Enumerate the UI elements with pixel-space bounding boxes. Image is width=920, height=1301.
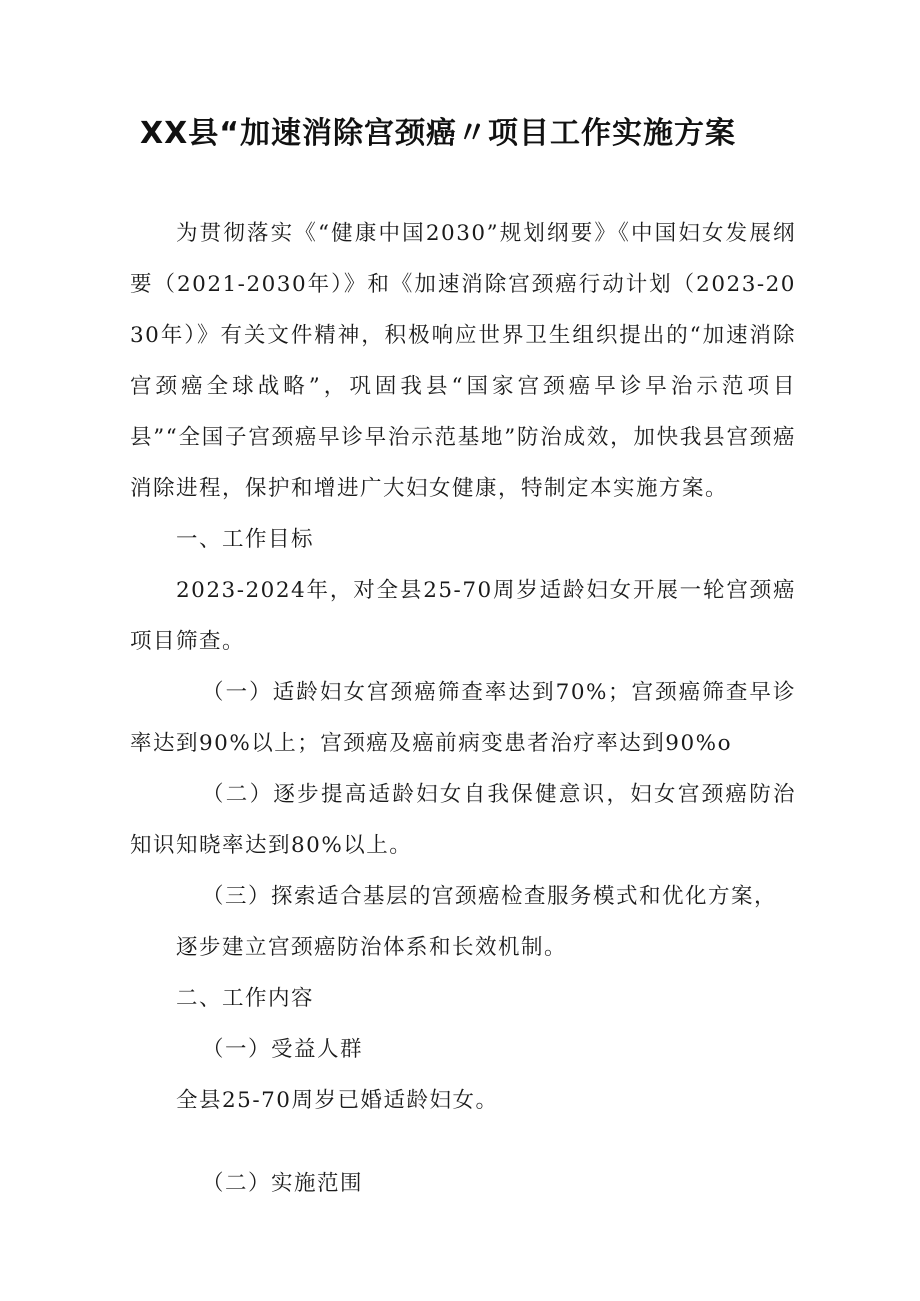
document-title: XX县“加速消除宫颈癌〃项目工作实施方案 xyxy=(140,116,736,151)
goal-3-line-1: （三）探索适合基层的宫颈癌检查服务模式和优化方案， xyxy=(202,884,778,909)
intro-paragraph: 为贯彻落实《“健康中国2030”规划纲要》《中国妇女发展纲要（2021-2030年）》和《加速消除宫颈癌行动计划（2023-2030年）》有关文件精神，积极响应世界卫生组织提出的“加速消除宫颈癌全球战略”，巩固我县“国家宫颈癌早诊早治示范项目县”“全国子宫颈癌早诊早治示范基地”防治成效，加快我县宫颈癌消除进程，保护和增进广大妇女健康，特制定本实施方案。 xyxy=(130,221,796,501)
subsection2-heading: （二）实施范围 xyxy=(202,1171,364,1196)
section1-heading: 一、工作目标 xyxy=(176,527,315,552)
subsection1-heading: （一）受益人群 xyxy=(202,1037,364,1062)
subsection1-paragraph: 全县25-70周岁已婚适龄妇女。 xyxy=(176,1088,499,1113)
document-body xyxy=(130,208,796,1209)
section1-paragraph: 2023-2024年，对全县25-70周岁适龄妇女开展一轮宫颈癌项目筛查。 xyxy=(130,578,796,654)
goal-1-paragraph: （一）适龄妇女宫颈癌筛查率达到70%；宫颈癌筛查早诊率达到90%以上；宫颈癌及癌前病变患者治疗率达到90%o xyxy=(130,680,796,756)
goal-2-paragraph: （二）逐步提高适龄妇女自我保健意识，妇女宫颈癌防治知识知晓率达到80%以上。 xyxy=(130,782,796,858)
goal-3-line-2: 逐步建立宫颈癌防治体系和长效机制。 xyxy=(176,935,568,960)
section2-heading: 二、工作内容 xyxy=(176,986,315,1011)
